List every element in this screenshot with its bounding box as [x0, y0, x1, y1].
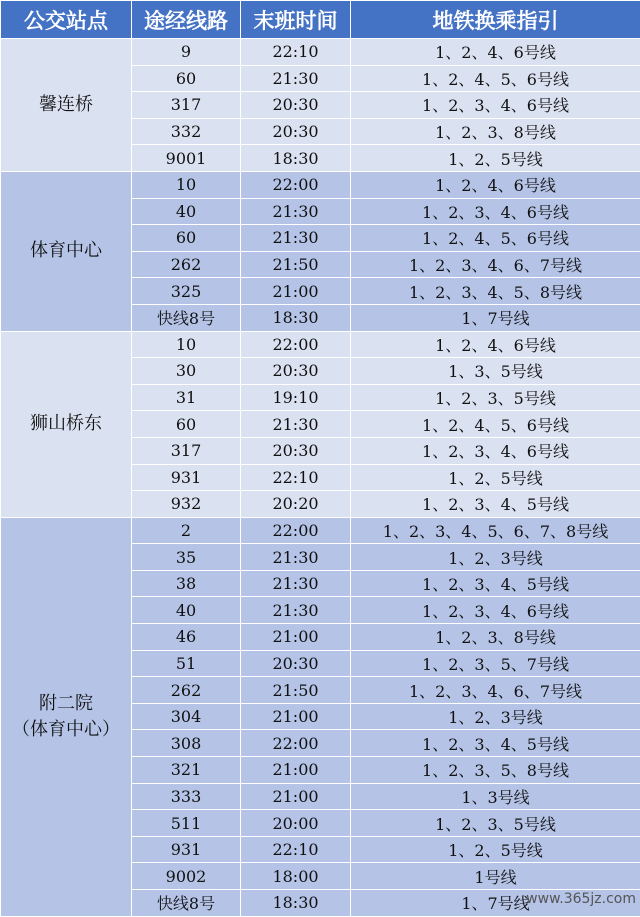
route-cell: 511: [132, 810, 241, 837]
last-bus-time-cell: 22:00: [241, 171, 351, 198]
header-last-bus-time: 末班时间: [241, 1, 351, 39]
transfer-lines-cell: 1、7号线: [351, 304, 640, 331]
last-bus-time-cell: 20:30: [241, 118, 351, 145]
transfer-lines-cell: 1、2、3、5号线: [351, 810, 640, 837]
last-bus-time-cell: 21:30: [241, 411, 351, 438]
route-cell: 51: [132, 650, 241, 677]
transfer-lines-cell: 1、2、3、5、8号线: [351, 757, 640, 784]
last-bus-time-cell: 21:30: [241, 544, 351, 571]
last-bus-time-cell: 21:30: [241, 570, 351, 597]
route-cell: 60: [132, 411, 241, 438]
transfer-lines-cell: 1、2、4、5、6号线: [351, 411, 640, 438]
last-bus-time-cell: 20:00: [241, 810, 351, 837]
last-bus-time-cell: 18:30: [241, 890, 351, 917]
transfer-lines-cell: 1、2、3、4、6号线: [351, 437, 640, 464]
route-cell: 30: [132, 358, 241, 385]
table-header-row: [1, 1, 640, 39]
route-cell: 262: [132, 251, 241, 278]
transfer-lines-cell: 1、2、3、8号线: [351, 118, 640, 145]
route-cell: 332: [132, 118, 241, 145]
route-cell: 304: [132, 703, 241, 730]
last-bus-time-cell: 21:00: [241, 624, 351, 651]
transfer-lines-cell: 1、2、3、4、6、7号线: [351, 677, 640, 704]
last-bus-time-cell: 18:30: [241, 304, 351, 331]
last-bus-time-cell: 21:30: [241, 65, 351, 92]
table-body: [1, 39, 640, 917]
last-bus-time-cell: 22:00: [241, 331, 351, 358]
last-bus-time-cell: 18:00: [241, 863, 351, 890]
station-name-cell: 附二院 （体育中心）: [1, 517, 132, 916]
last-bus-time-cell: 21:00: [241, 783, 351, 810]
last-bus-time-cell: 21:30: [241, 225, 351, 252]
route-cell: 46: [132, 624, 241, 651]
route-cell: 31: [132, 384, 241, 411]
transfer-lines-cell: 1、2、4、6号线: [351, 331, 640, 358]
transfer-lines-cell: 1、2、3、4、5号线: [351, 491, 640, 518]
route-cell: 40: [132, 597, 241, 624]
transfer-lines-cell: 1、2、3、4、6号线: [351, 597, 640, 624]
last-bus-time-cell: 19:10: [241, 384, 351, 411]
transfer-lines-cell: 1、2、4、6号线: [351, 39, 640, 66]
route-cell: 60: [132, 225, 241, 252]
route-cell: 262: [132, 677, 241, 704]
last-bus-time-cell: 20:30: [241, 92, 351, 119]
transfer-lines-cell: 1、2、3、8号线: [351, 624, 640, 651]
table-row: [1, 39, 640, 66]
transfer-lines-cell: 1、2、4、5、6号线: [351, 225, 640, 252]
table-row: [1, 331, 640, 358]
transfer-lines-cell: 1、2、5号线: [351, 464, 640, 491]
transfer-lines-cell: 1、2、3、4、6号线: [351, 92, 640, 119]
transfer-lines-cell: 1、2、3、4、6号线: [351, 198, 640, 225]
route-cell: 932: [132, 491, 241, 518]
header-bus-route: 途经线路: [132, 1, 241, 39]
transfer-lines-cell: 1、2、5号线: [351, 836, 640, 863]
route-cell: 325: [132, 278, 241, 305]
transfer-lines-cell: 1、2、3、4、5号线: [351, 570, 640, 597]
station-name-cell: 狮山桥东: [1, 331, 132, 517]
last-bus-time-cell: 20:30: [241, 650, 351, 677]
route-cell: 317: [132, 437, 241, 464]
last-bus-time-cell: 20:20: [241, 491, 351, 518]
route-cell: 9001: [132, 145, 241, 172]
route-cell: 2: [132, 517, 241, 544]
last-bus-time-cell: 22:00: [241, 517, 351, 544]
station-name-cell: 体育中心: [1, 171, 132, 331]
table-row: [1, 517, 640, 544]
last-bus-time-cell: 21:30: [241, 597, 351, 624]
header-subway-transfer: 地铁换乘指引: [351, 1, 640, 39]
watermark: www.365jz.com: [526, 891, 636, 907]
route-cell: 快线8号: [132, 890, 241, 917]
route-cell: 38: [132, 570, 241, 597]
route-cell: 10: [132, 171, 241, 198]
route-cell: 60: [132, 65, 241, 92]
transfer-lines-cell: 1、3、5号线: [351, 358, 640, 385]
last-bus-time-cell: 21:50: [241, 251, 351, 278]
transfer-lines-cell: 1、2、3号线: [351, 703, 640, 730]
transfer-lines-cell: 1、2、3、4、5、8号线: [351, 278, 640, 305]
route-cell: 317: [132, 92, 241, 119]
last-bus-time-cell: 21:00: [241, 703, 351, 730]
last-bus-time-cell: 20:30: [241, 437, 351, 464]
transfer-lines-cell: 1、2、4、6号线: [351, 171, 640, 198]
last-bus-time-cell: 20:30: [241, 358, 351, 385]
last-bus-time-cell: 22:10: [241, 39, 351, 66]
last-bus-time-cell: 21:00: [241, 278, 351, 305]
route-cell: 931: [132, 836, 241, 863]
route-cell: 35: [132, 544, 241, 571]
last-bus-time-cell: 21:50: [241, 677, 351, 704]
transfer-lines-cell: 1、2、3、4、6、7号线: [351, 251, 640, 278]
last-bus-time-cell: 21:30: [241, 198, 351, 225]
route-cell: 40: [132, 198, 241, 225]
route-cell: 321: [132, 757, 241, 784]
transfer-lines-cell: 1、2、3、4、5号线: [351, 730, 640, 757]
last-bus-time-cell: 22:10: [241, 836, 351, 863]
route-cell: 快线8号: [132, 304, 241, 331]
transfer-lines-cell: 1、2、3、5、7号线: [351, 650, 640, 677]
transfer-lines-cell: 1、7号线: [351, 890, 640, 917]
route-cell: 308: [132, 730, 241, 757]
transfer-lines-cell: 1、2、4、5、6号线: [351, 65, 640, 92]
transfer-lines-cell: 1、3号线: [351, 783, 640, 810]
last-bus-time-cell: 18:30: [241, 145, 351, 172]
transfer-lines-cell: 1号线: [351, 863, 640, 890]
last-bus-time-cell: 22:10: [241, 464, 351, 491]
transfer-lines-cell: 1、2、3、4、5、6、7、8号线: [351, 517, 640, 544]
transfer-lines-cell: 1、2、5号线: [351, 145, 640, 172]
table-row: [1, 171, 640, 198]
route-cell: 931: [132, 464, 241, 491]
last-bus-time-cell: 22:00: [241, 730, 351, 757]
last-bus-time-cell: 21:00: [241, 757, 351, 784]
transfer-lines-cell: 1、2、3号线: [351, 544, 640, 571]
header-bus-stop: 公交站点: [1, 1, 132, 39]
route-cell: 10: [132, 331, 241, 358]
route-cell: 9002: [132, 863, 241, 890]
station-name-cell: 馨连桥: [1, 39, 132, 172]
transfer-lines-cell: 1、2、3、5号线: [351, 384, 640, 411]
route-cell: 9: [132, 39, 241, 66]
route-cell: 333: [132, 783, 241, 810]
